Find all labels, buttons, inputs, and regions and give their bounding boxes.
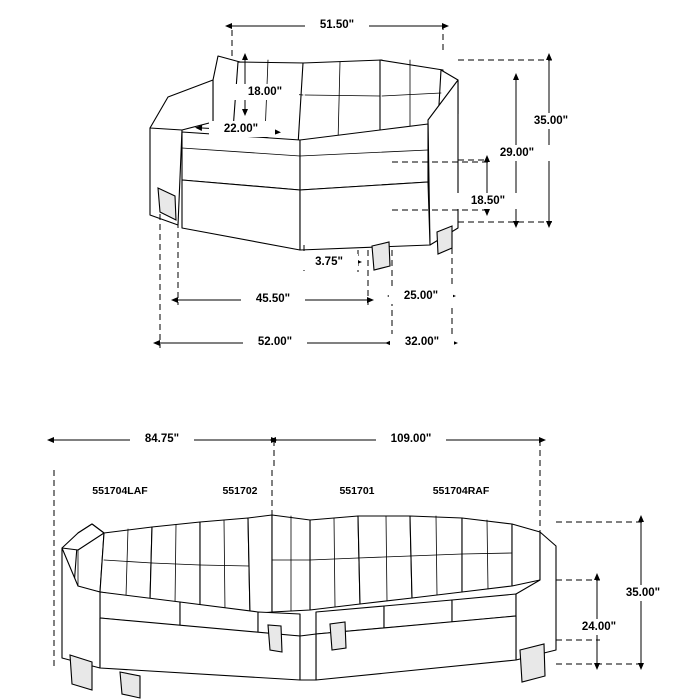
- sku-corner-label: 551701: [339, 484, 375, 497]
- dim-seat-height: 18.50": [470, 195, 506, 208]
- dim-leg-height: 3.75": [315, 256, 343, 269]
- dim-overall-height: 35.00": [533, 115, 569, 128]
- sku-raf-label: 551704RAF: [432, 484, 490, 497]
- sectional-corner-block: [272, 515, 310, 612]
- dim-sectional-overall-height: 35.00": [625, 587, 661, 600]
- dim-seat-cushion-depth: 22.00": [223, 123, 259, 136]
- dim-overall-depth: 32.00": [404, 336, 440, 349]
- sectional-sku-labels: [92, 485, 490, 497]
- dim-overall-width: 52.00": [257, 336, 293, 349]
- sku-laf-label: 551704LAF: [92, 484, 148, 497]
- dim-arm-height: 29.00": [499, 147, 535, 160]
- dim-side-depth-upper: 25.00": [403, 290, 439, 303]
- dim-right-section-length: 109.00": [390, 433, 432, 446]
- dim-left-section-length: 84.75": [144, 433, 180, 446]
- loveseat-front-view: [150, 17, 584, 350]
- dim-seat-width: 45.50": [255, 293, 291, 306]
- dim-top-width: 51.50": [319, 19, 355, 32]
- dim-sectional-arm-height: 24.00": [581, 621, 617, 634]
- loveseat-base: [182, 180, 430, 250]
- sectional-perspective-view: [54, 431, 676, 698]
- sectional-front-skirt: [100, 616, 516, 680]
- dim-back-cushion-height: 18.00": [247, 86, 283, 99]
- sku-armless-label: 551702: [222, 484, 258, 497]
